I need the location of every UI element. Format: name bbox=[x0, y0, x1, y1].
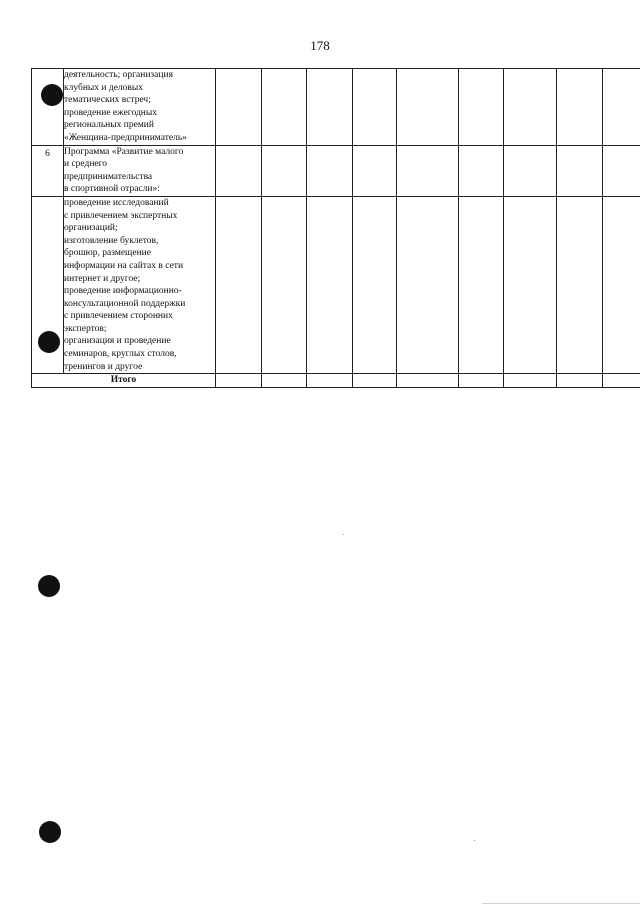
empty-value-cell bbox=[603, 196, 640, 373]
empty-value-cell bbox=[603, 145, 640, 196]
total-cell bbox=[504, 374, 557, 388]
empty-value-cell bbox=[262, 145, 307, 196]
description-line: «Женщина-предприниматель» bbox=[64, 132, 187, 143]
scan-speck bbox=[343, 534, 344, 535]
empty-value-cell bbox=[504, 145, 557, 196]
row-number-cell bbox=[32, 69, 64, 146]
empty-value-cell bbox=[216, 145, 262, 196]
description-line: организаций; bbox=[64, 223, 118, 234]
description-line: деятельность; организация bbox=[64, 70, 173, 80]
description-cell bbox=[64, 196, 216, 373]
description-line: клубных и деловых bbox=[64, 82, 144, 93]
description-line: и среднего bbox=[64, 159, 108, 170]
empty-value-cell bbox=[557, 145, 603, 196]
empty-value-cell bbox=[459, 145, 504, 196]
total-label: Итого bbox=[32, 374, 216, 388]
empty-value-cell bbox=[353, 145, 397, 196]
description-cell bbox=[64, 69, 216, 146]
empty-value-cell bbox=[397, 196, 459, 373]
description-line: проведение ежегодных bbox=[64, 107, 157, 118]
total-cell bbox=[216, 374, 262, 388]
total-cell bbox=[603, 374, 640, 388]
description-line: интернет и другое; bbox=[64, 273, 141, 284]
empty-value-cell bbox=[397, 145, 459, 196]
row-number-cell bbox=[32, 145, 64, 196]
empty-value-cell bbox=[459, 69, 504, 146]
table-body bbox=[32, 69, 640, 374]
empty-value-cell bbox=[557, 196, 603, 373]
description-line: проведение исследований bbox=[64, 197, 169, 208]
empty-value-cell bbox=[353, 196, 397, 373]
scan-speck bbox=[474, 840, 475, 841]
table-row bbox=[32, 196, 640, 373]
empty-value-cell bbox=[262, 196, 307, 373]
empty-value-cell bbox=[397, 69, 459, 146]
description-line: тематических встреч; bbox=[64, 95, 151, 106]
description-line: с привлечением сторонних bbox=[64, 311, 173, 322]
description-cell bbox=[64, 145, 216, 196]
total-cell bbox=[353, 374, 397, 388]
empty-value-cell bbox=[307, 69, 353, 146]
description-line: экспертов; bbox=[64, 323, 107, 334]
description-line: Программа «Развитие малого bbox=[64, 146, 184, 157]
table-row bbox=[32, 69, 640, 146]
description-line: в спортивной отрасли»: bbox=[64, 184, 160, 195]
total-cell bbox=[307, 374, 353, 388]
empty-value-cell bbox=[353, 69, 397, 146]
description-line: организация и проведение bbox=[64, 336, 171, 347]
table-row bbox=[32, 145, 640, 196]
empty-value-cell bbox=[603, 69, 640, 146]
empty-value-cell bbox=[557, 69, 603, 146]
empty-value-cell bbox=[307, 145, 353, 196]
punch-hole bbox=[39, 821, 61, 843]
description-line: с привлечением экспертных bbox=[64, 210, 178, 221]
empty-value-cell bbox=[504, 196, 557, 373]
description-line: тренингов и другое bbox=[64, 361, 143, 372]
empty-value-cell bbox=[216, 69, 262, 146]
empty-value-cell bbox=[459, 196, 504, 373]
description-line: консультационной поддержки bbox=[64, 298, 186, 309]
total-row bbox=[32, 374, 640, 388]
empty-value-cell bbox=[262, 69, 307, 146]
empty-value-cell bbox=[216, 196, 262, 373]
row-number: 6 bbox=[45, 148, 50, 159]
punch-hole bbox=[38, 331, 60, 353]
punch-hole bbox=[38, 575, 60, 597]
description-line: информации на сайтах в сети bbox=[64, 260, 184, 271]
description-line: региональных премий bbox=[64, 120, 154, 131]
total-cell bbox=[397, 374, 459, 388]
description-line: изготовление буклетов, bbox=[64, 235, 159, 246]
scan-edge bbox=[482, 903, 640, 904]
total-cell bbox=[557, 374, 603, 388]
description-line: семинаров, круглых столов, bbox=[64, 349, 177, 360]
total-cell bbox=[262, 374, 307, 388]
total-cell bbox=[459, 374, 504, 388]
page-number: 178 bbox=[310, 38, 330, 53]
punch-hole bbox=[41, 84, 63, 106]
program-table bbox=[31, 68, 640, 388]
description-line: проведение информационно- bbox=[64, 286, 182, 297]
empty-value-cell bbox=[504, 69, 557, 146]
description-line: брошюр, размещение bbox=[64, 248, 151, 259]
description-line: предпринимательства bbox=[64, 171, 153, 182]
empty-value-cell bbox=[307, 196, 353, 373]
